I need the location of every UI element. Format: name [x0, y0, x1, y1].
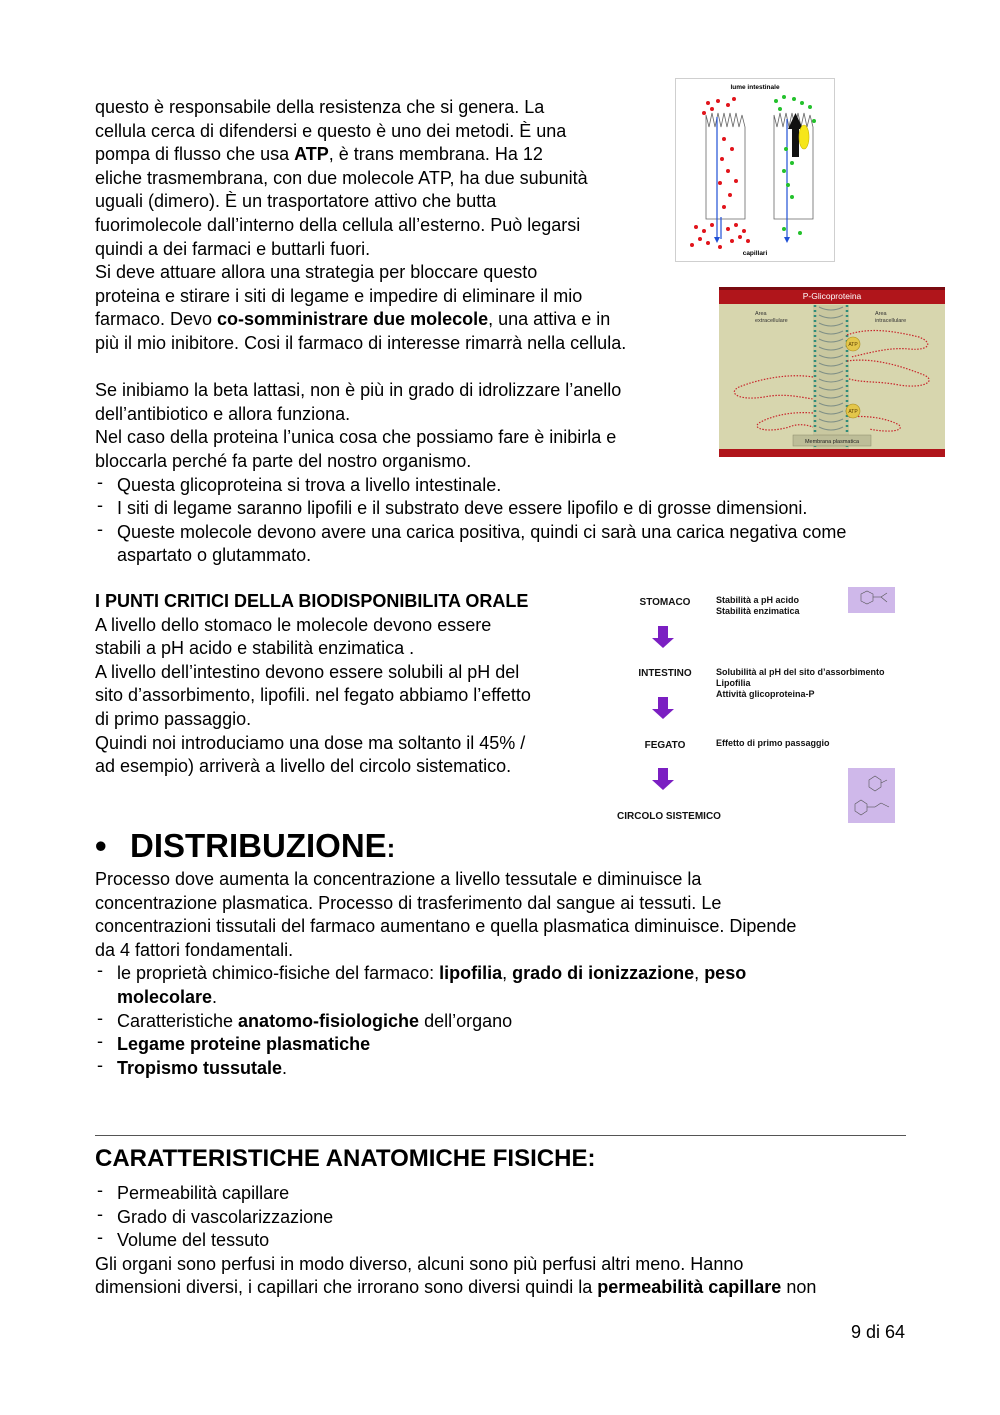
capillary-label: capillari: [742, 250, 768, 257]
intestine-diagram: [676, 79, 834, 261]
flow-step-intestino: INTESTINO: [638, 668, 692, 679]
heading-distribuzione: [95, 826, 395, 868]
heading-colon: :: [386, 833, 396, 863]
list-item: - I siti di legame saranno lipofili e il substrato deve essere lipofilo e di grosse dimensioni.: [95, 497, 915, 521]
list-item: - Tropismo tussutale.: [95, 1057, 915, 1081]
text-line: più il mio inibitore. Cosi il farmaco di interesse rimarrà nella cellula.: [95, 332, 627, 353]
flow-desc: Lipofilia: [716, 678, 751, 688]
molecule-structure-icon: [848, 768, 895, 823]
section-oral-bioavailability: [95, 590, 595, 779]
flow-desc: Stabilità enzimatica: [716, 606, 800, 616]
text-line: questo è responsabile della resistenza che si genera. La: [95, 97, 545, 117]
text-line: stabili a pH acido e stabilità enzimatica .: [95, 638, 415, 659]
heading-bullet: •: [95, 827, 107, 864]
text-line: Si deve attuare allora una strategia per bloccare questo: [95, 262, 538, 283]
section-caratteristiche: [95, 1182, 915, 1300]
text-line: pompa di flusso che usa ATP, è trans membrana. Ha 12: [95, 144, 543, 165]
pgp-diagram: [719, 287, 945, 457]
flow-step-fegato: FEGATO: [644, 740, 686, 751]
lumen-label: lume intestinale: [730, 84, 780, 91]
text-line: sito d’assorbimento, lipofili. nel fegato abbiamo l’effetto: [95, 685, 531, 706]
text-line: A livello dello stomaco le molecole devono essere: [95, 614, 492, 635]
figure-oral-flow: [605, 584, 905, 826]
list-item: - Questa glicoproteina si trova a livello intestinale.: [95, 474, 915, 498]
section-divider: [95, 1135, 906, 1136]
text-line: A livello dell’intestino devono essere solubili al pH del: [95, 661, 520, 682]
flow-desc: Attività glicoproteina-P: [716, 689, 815, 699]
flow-desc: Effetto di primo passaggio: [716, 738, 830, 748]
text-line: bloccarla perché fa parte del nostro organismo.: [95, 450, 472, 471]
text-line: eliche trasmembrana, con due molecole ATP, ha due subunità: [95, 167, 588, 188]
page-number: 9 di 64: [850, 1322, 905, 1342]
list-item: - Queste molecole devono avere una carica positiva, quindi ci sarà una carica negativa come aspartato o glutammato.: [95, 521, 887, 568]
text-line: uguali (dimero). È un trasportatore attivo che butta: [95, 191, 497, 212]
figure-intestinal-transport: [675, 78, 835, 262]
flow-step-stomaco: STOMACO: [639, 597, 691, 608]
text-line: proteina e stirare i siti di legame e impedire di eliminare il mio: [95, 285, 583, 306]
text-line: Se inibiamo la beta lattasi, non è più in grado di idrolizzare l’anello: [95, 380, 622, 401]
text-line: di primo passaggio.: [95, 708, 252, 729]
pgp-title: P-Glicoproteina: [802, 291, 862, 301]
text-line: fuorimolecole dall’interno della cellula all’esterno. Può legarsi: [95, 214, 581, 235]
figure-pglycoprotein: [719, 287, 945, 457]
area-extra-label-1: Area: [755, 311, 767, 317]
text-line: Processo dove aumenta la concentrazione a livello tessutale e diminuisce la: [95, 869, 702, 889]
text-line: concentrazione plasmatica. Processo di trasferimento dal sangue ai tessuti. Le: [95, 892, 722, 913]
section-heading: I PUNTI CRITICI DELLA BIODISPONIBILITA ORALE: [95, 591, 529, 611]
heading-caratteristiche: CARATTERISTICHE ANATOMICHE FISICHE:: [95, 1145, 596, 1172]
bullet-list: [95, 474, 915, 568]
text-line: concentrazioni tissutali del farmaco aumentano e quella plasmatica diminuisce. Dipende: [95, 916, 797, 937]
text-line: farmaco. Devo co-somministrare due molecole, una attiva e in: [95, 309, 611, 330]
molecule-structure-icon: [848, 587, 895, 613]
flow-desc: Stabilità a pH acido: [716, 595, 800, 605]
list-item: - Volume del tessuto: [95, 1229, 915, 1253]
list-item: - Caratteristiche anatomo-fisiologiche dell’organo: [95, 1010, 915, 1034]
area-extra-label-2: extracellulare: [755, 318, 788, 324]
text-line: cellula cerca di difendersi e questo è uno dei metodi. È una: [95, 120, 567, 141]
area-intra-label-1: Area: [875, 311, 887, 317]
membrane-label: Membrana plasmatica: [804, 439, 860, 445]
flow-arrow-down-icon: [652, 697, 674, 719]
flow-arrow-down-icon: [652, 768, 674, 790]
text-line: dimensioni diversi, i capillari che irrorano sono diversi quindi la permeabilità capillare non: [95, 1277, 817, 1298]
text-line: dell’antibiotico e allora funziona.: [95, 403, 351, 424]
list-item: - Grado di vascolarizzazione: [95, 1206, 915, 1230]
heading-text: DISTRIBUZIONE: [130, 827, 387, 864]
bullet-list: [95, 1182, 915, 1253]
area-intra-label-2: intracellulare: [875, 318, 907, 324]
list-item: - Permeabilità capillare: [95, 1182, 915, 1206]
text-line: quindi a dei farmaci e buttarli fuori.: [95, 238, 371, 259]
flow-arrow-down-icon: [652, 626, 674, 648]
section-distribuzione: [95, 868, 915, 1080]
text-line: Gli organi sono perfusi in modo diverso, alcuni sono più perfusi altri meno. Hanno: [95, 1253, 744, 1274]
flow-desc: Solubilità al pH del sito d’assorbimento: [716, 667, 885, 677]
list-item: - Legame proteine plasmatiche: [95, 1033, 915, 1057]
flow-diagram: [605, 584, 905, 826]
text-line: ad esempio) arriverà a livello del circolo sistematico.: [95, 756, 512, 777]
atp-label-1: ATP: [848, 342, 858, 348]
text-line: da 4 fattori fondamentali.: [95, 939, 294, 960]
list-item: - le proprietà chimico-fisiche del farmaco: lipofilia, grado di ionizzazione, peso molecolare.: [95, 962, 837, 1009]
atp-label-2: ATP: [848, 409, 858, 415]
flow-step-circolo: CIRCOLO SISTEMICO: [617, 811, 721, 822]
text-line: Nel caso della proteina l’unica cosa che possiamo fare è inibirla e: [95, 427, 617, 448]
text-line: Quindi noi introduciamo una dose ma soltanto il 45% /: [95, 732, 526, 753]
bullet-list: [95, 962, 915, 1080]
